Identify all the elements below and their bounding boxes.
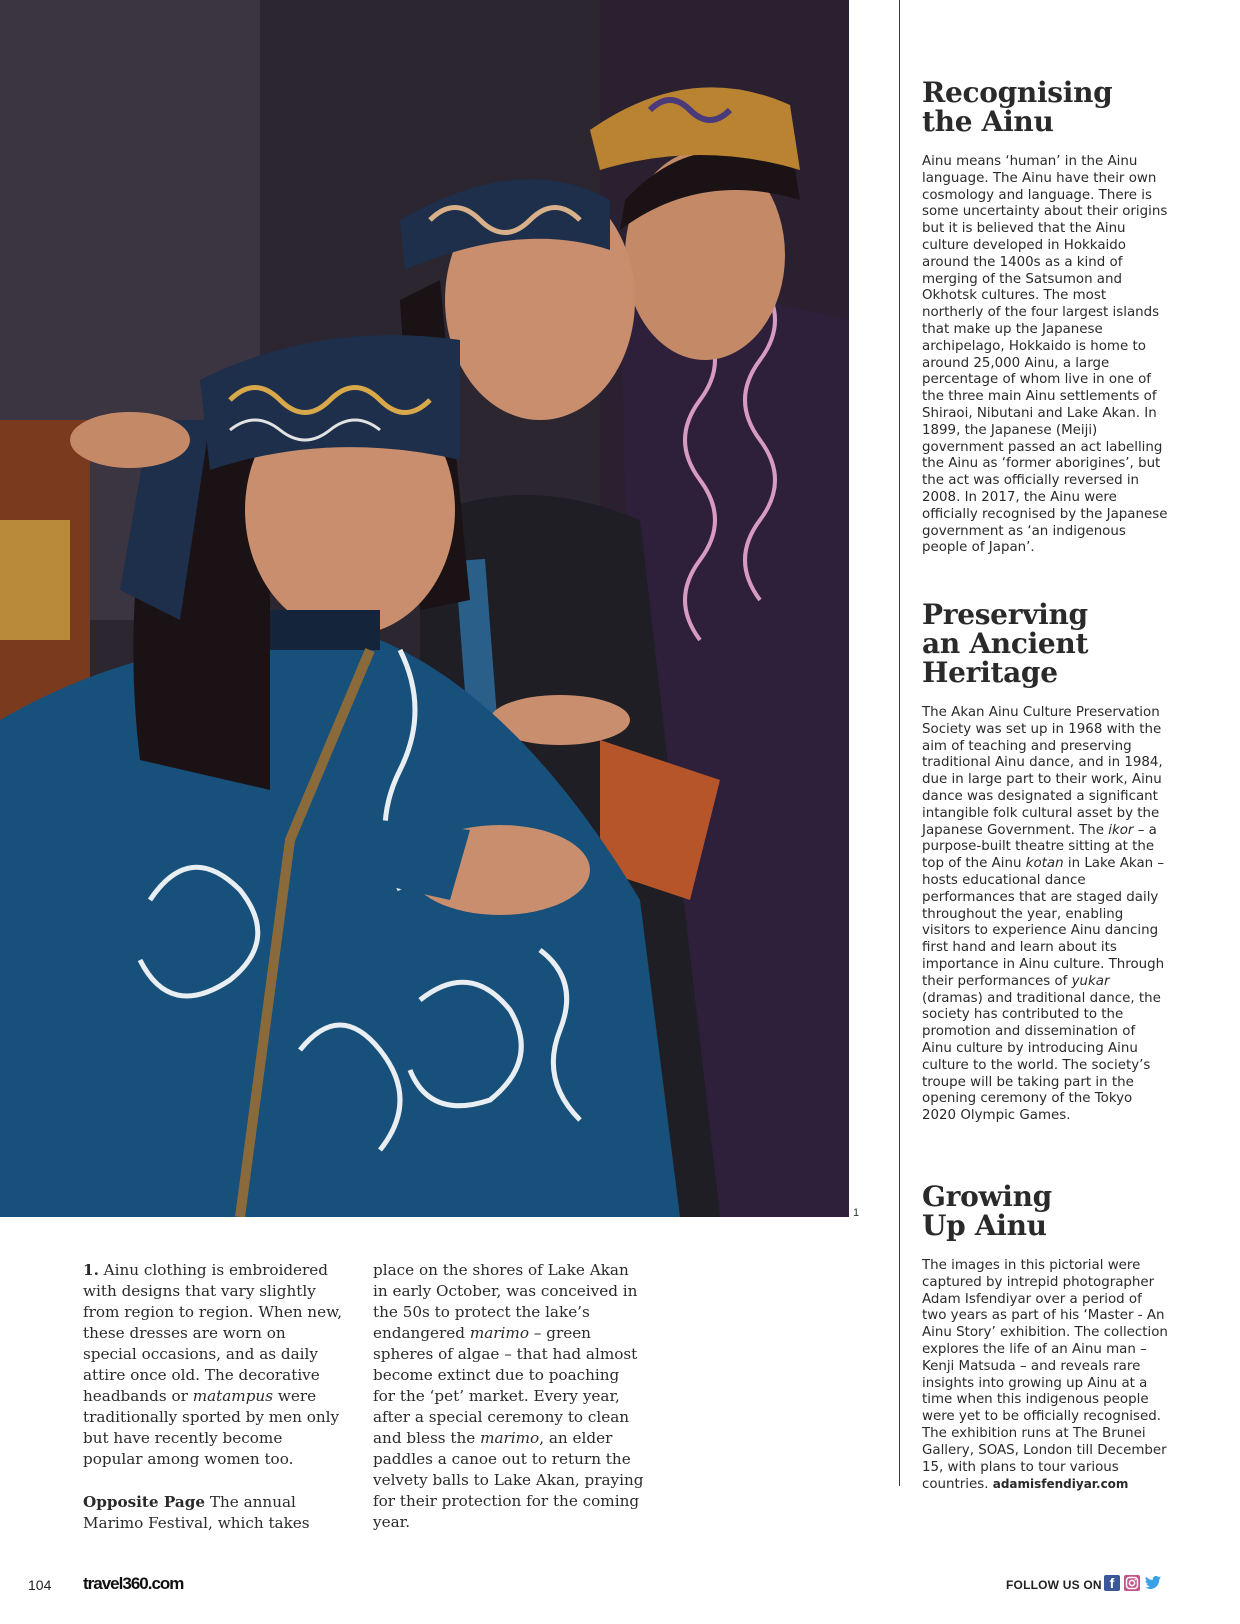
title-line: Growing <box>922 1180 1052 1213</box>
body-text: The images in this pictorial were captured by intrepid photographer Adam Isfendiyar over a period of two years as part of his ‘Master - An Ainu Story’ exhibition. The collection explores the life of an Ainu man – Kenji Matsuda – and reveals rare insights into growing up Ainu at a time when this indigenous people were yet to be officially recognised. The exhibition runs at The Brunei Gallery, SOAS, London till December 15, with plans to tour various countries. <box>922 1258 1168 1493</box>
title-line: the Ainu <box>922 105 1054 138</box>
caption-column-left <box>83 1260 343 1556</box>
sidebar-section-recognising <box>922 78 1168 557</box>
body-text: The Akan Ainu Culture Preservation Society was set up in 1968 with the aim of teaching and preserving traditional Ainu dance, and in 1984, due in large part to their work, Ainu dance was designated a significant intangible folk cultural asset by the Japanese Government. The <box>922 705 1163 838</box>
website-link[interactable]: adamisfendiyar.com <box>992 1477 1129 1492</box>
photo-number: 1 <box>853 1207 860 1219</box>
title-line: Recognising <box>922 76 1113 109</box>
caption-text: Ainu clothing is embroidered with designs that vary slightly from region to region. When new, these dresses are worn on special occasions, and as daily attire once old. The decorative headbands or <box>83 1261 343 1405</box>
section-title <box>922 78 1168 136</box>
instagram-icon[interactable] <box>1124 1575 1140 1591</box>
title-line: Up Ainu <box>922 1209 1047 1242</box>
body-text: (dramas) and traditional dance, the society has contributed to the promotion and dissemination of Ainu culture by introducing Ainu culture to the world. The society’s troupe will be taking part in the opening ceremony of the Tokyo 2020 Olympic Games. <box>922 990 1161 1124</box>
caption-continued <box>373 1260 645 1533</box>
caption-text: The annual Marimo Festival, which takes <box>83 1493 310 1532</box>
body-italic: yukar <box>1071 973 1110 989</box>
follow-us-label: FOLLOW US ON <box>1006 1578 1102 1592</box>
section-title <box>922 600 1168 687</box>
facebook-icon[interactable]: f <box>1104 1575 1120 1591</box>
sidebar-section-growing <box>922 1182 1168 1494</box>
twitter-icon[interactable] <box>1144 1575 1160 1591</box>
caption-italic: marimo <box>480 1429 540 1447</box>
section-title <box>922 1182 1168 1240</box>
caption-italic: matampus <box>192 1387 274 1405</box>
title-line: an Ancient <box>922 627 1089 660</box>
column-divider <box>899 0 900 1486</box>
section-body: Ainu means ‘human’ in the Ainu language. The Ainu have their own cosmology and language. There is some uncertainty about their origins but it is believed that the Ainu culture developed in Hokkaido around the 1400s as a kind of merging of the Satsumon and Okhotsk cultures. The most northerly of the four largest islands that make up the Japanese archipelago, Hokkaido is home to around 25,000 Ainu, a large percentage of whom live in one of the three main Ainu settlements of Shiraoi, Nibutani and Lake Akan. In 1899, the Japanese (Meiji) government passed an act labelling the Ainu as ‘former aborigines’, but the act was officially reversed in 2008. In 2017, the Ainu were officially recognised by the Japanese government as ‘an indigenous people of Japan’. <box>922 154 1168 556</box>
body-italic: kotan <box>1025 856 1064 872</box>
caption-italic: marimo <box>469 1324 529 1342</box>
body-text: – a purpose-built theatre sitting at the top of the Ainu <box>922 822 1157 872</box>
caption-opposite-page <box>83 1492 343 1534</box>
caption-text: place on the shores of Lake Akan in early October, was conceived in the 50s to protect the lake’s endangered <box>373 1261 638 1342</box>
caption-column-right <box>373 1260 645 1555</box>
section-body <box>922 1258 1168 1494</box>
caption-number: 1. <box>83 1261 99 1279</box>
title-line: Heritage <box>922 656 1058 689</box>
page-number: 104 <box>28 1577 52 1593</box>
body-italic: ikor <box>1108 822 1134 838</box>
caption-text: , an elder paddles a canoe out to return the velvety balls to Lake Akan, praying for their protection for the coming year. <box>373 1429 644 1531</box>
brand-logo[interactable]: travel360.com <box>83 1574 184 1593</box>
title-line: Preserving <box>922 598 1088 631</box>
caption-label: Opposite Page <box>83 1493 206 1511</box>
section-body <box>922 705 1168 1125</box>
caption-text: were traditionally sported by men only but have recently become popular among women too. <box>83 1387 340 1468</box>
body-text: in Lake Akan – hosts educational dance performances that are staged daily throughout the year, enabling visitors to experience Ainu dancing first hand and learn about its importance in Ainu culture. Through their performances of <box>922 856 1165 989</box>
caption-text: – green spheres of algae – that had almost become extinct due to poaching for the ‘pet’ market. Every year, after a special ceremony to clean and bless the <box>373 1324 638 1447</box>
sidebar-section-preserving <box>922 600 1168 1125</box>
caption-1 <box>83 1260 343 1470</box>
